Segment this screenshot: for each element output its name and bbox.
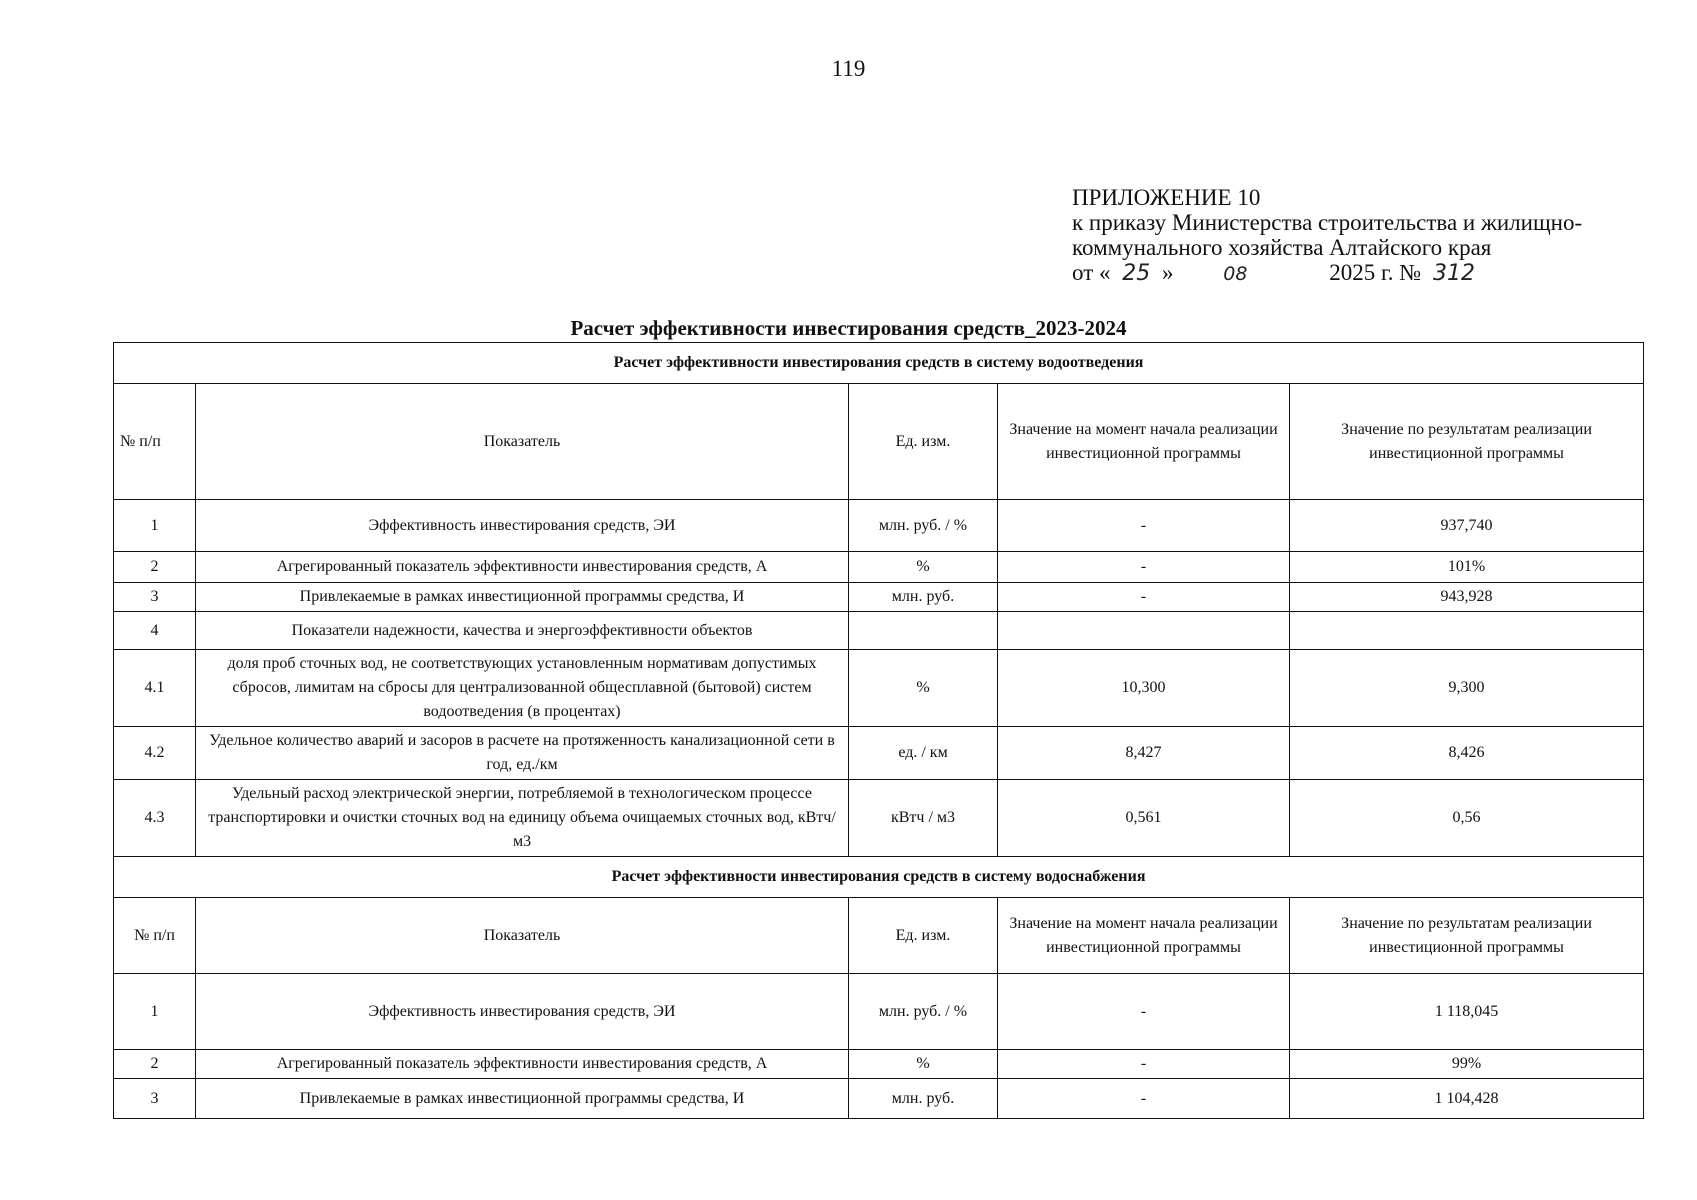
row-num: 2 xyxy=(114,552,196,583)
header-row xyxy=(114,384,1644,500)
table-row xyxy=(114,1079,1644,1119)
row-unit: млн. руб. / % xyxy=(849,500,998,552)
row-indicator: Удельный расход электрической энергии, потребляемой в технологическом процессе транспортировки и очистки сточных вод на единицу объема очищаемых сточных вод, кВтч/м3 xyxy=(196,780,849,857)
header-row xyxy=(114,898,1644,974)
header-num: № п/п xyxy=(114,898,196,974)
row-result-value: 943,928 xyxy=(1290,583,1644,612)
date-year-label: 2025 г. № xyxy=(1329,260,1422,285)
header-start-value: Значение на момент начала реализации инвестиционной программы xyxy=(998,384,1290,500)
document-title: Расчет эффективности инвестирования средств_2023-2024 xyxy=(570,316,1127,340)
row-indicator: Привлекаемые в рамках инвестиционной программы средства, И xyxy=(196,583,849,612)
row-unit: % xyxy=(849,1050,998,1079)
row-indicator: Привлекаемые в рамках инвестиционной программы средства, И xyxy=(196,1079,849,1119)
header-unit: Ед. изм. xyxy=(849,384,998,500)
appendix-block xyxy=(1072,185,1672,287)
row-indicator: доля проб сточных вод, не соответствующих установленным нормативам допустимых сбросов, лимитам на сбросы для централизованной общесплавной (бытовой) систем водоотведения (в процентах) xyxy=(196,650,849,727)
table-row xyxy=(114,780,1644,857)
row-start-value: - xyxy=(998,500,1290,552)
row-indicator: Показатели надежности, качества и энергоэффективности объектов xyxy=(196,612,849,650)
header-start-value: Значение на момент начала реализации инвестиционной программы xyxy=(998,898,1290,974)
row-unit: % xyxy=(849,650,998,727)
row-unit: млн. руб. / % xyxy=(849,974,998,1050)
order-number: 312 xyxy=(1432,261,1475,286)
row-unit: млн. руб. xyxy=(849,583,998,612)
appendix-title: ПРИЛОЖЕНИЕ 10 xyxy=(1072,185,1261,210)
table-row xyxy=(114,583,1644,612)
header-indicator: Показатель xyxy=(196,898,849,974)
row-num: 1 xyxy=(114,974,196,1050)
header-indicator: Показатель xyxy=(196,384,849,500)
row-num: 4.3 xyxy=(114,780,196,857)
table-row xyxy=(114,727,1644,780)
section-title-row xyxy=(114,343,1644,384)
row-num: 4.1 xyxy=(114,650,196,727)
row-indicator: Эффективность инвестирования средств, ЭИ xyxy=(196,500,849,552)
row-start-value: - xyxy=(998,552,1290,583)
row-unit: кВтч / м3 xyxy=(849,780,998,857)
row-indicator: Удельное количество аварий и засоров в расчете на протяженность канализационной сети в год, ед./км xyxy=(196,727,849,780)
table-row xyxy=(114,1050,1644,1079)
header-unit: Ед. изм. xyxy=(849,898,998,974)
appendix-line-2: коммунального хозяйства Алтайского края xyxy=(1072,235,1492,260)
table-row xyxy=(114,552,1644,583)
row-result-value xyxy=(1290,612,1644,650)
row-result-value: 937,740 xyxy=(1290,500,1644,552)
date-month: 08 xyxy=(1223,263,1248,285)
row-result-value: 101% xyxy=(1290,552,1644,583)
row-result-value: 99% xyxy=(1290,1050,1644,1079)
row-num: 3 xyxy=(114,1079,196,1119)
table-row xyxy=(114,650,1644,727)
row-result-value: 0,56 xyxy=(1290,780,1644,857)
header-result-value: Значение по результатам реализации инвестиционной программы xyxy=(1290,898,1644,974)
row-result-value: 1 104,428 xyxy=(1290,1079,1644,1119)
page-number: 119 xyxy=(831,56,866,81)
row-unit xyxy=(849,612,998,650)
row-start-value: 0,561 xyxy=(998,780,1290,857)
row-indicator: Агрегированный показатель эффективности инвестирования средств, А xyxy=(196,1050,849,1079)
section-title-row xyxy=(114,857,1644,898)
row-num: 4.2 xyxy=(114,727,196,780)
row-num: 4 xyxy=(114,612,196,650)
row-indicator: Агрегированный показатель эффективности инвестирования средств, А xyxy=(196,552,849,583)
row-start-value: - xyxy=(998,583,1290,612)
table-row xyxy=(114,500,1644,552)
table-row xyxy=(114,612,1644,650)
row-start-value: - xyxy=(998,1050,1290,1079)
row-num: 1 xyxy=(114,500,196,552)
appendix-line-1: к приказу Министерства строительства и жилищно- xyxy=(1072,210,1583,235)
row-start-value: - xyxy=(998,1079,1290,1119)
row-unit: млн. руб. xyxy=(849,1079,998,1119)
row-result-value: 1 118,045 xyxy=(1290,974,1644,1050)
date-mid: » xyxy=(1162,260,1174,285)
row-start-value: 10,300 xyxy=(998,650,1290,727)
date-day: 25 xyxy=(1122,261,1151,286)
header-result-value: Значение по результатам реализации инвестиционной программы xyxy=(1290,384,1644,500)
row-result-value: 9,300 xyxy=(1290,650,1644,727)
section-title: Расчет эффективности инвестирования средств в систему водоотведения xyxy=(114,343,1644,384)
table-row xyxy=(114,974,1644,1050)
row-start-value: - xyxy=(998,974,1290,1050)
row-start-value xyxy=(998,612,1290,650)
row-unit: % xyxy=(849,552,998,583)
row-start-value: 8,427 xyxy=(998,727,1290,780)
appendix-date-line xyxy=(1072,260,1672,287)
row-unit: ед. / км xyxy=(849,727,998,780)
header-num: № п/п xyxy=(114,384,196,500)
section-title: Расчет эффективности инвестирования средств в систему водоснабжения xyxy=(114,857,1644,898)
row-num: 2 xyxy=(114,1050,196,1079)
efficiency-table xyxy=(113,342,1644,1119)
date-prefix: от « xyxy=(1072,260,1111,285)
row-num: 3 xyxy=(114,583,196,612)
row-result-value: 8,426 xyxy=(1290,727,1644,780)
row-indicator: Эффективность инвестирования средств, ЭИ xyxy=(196,974,849,1050)
